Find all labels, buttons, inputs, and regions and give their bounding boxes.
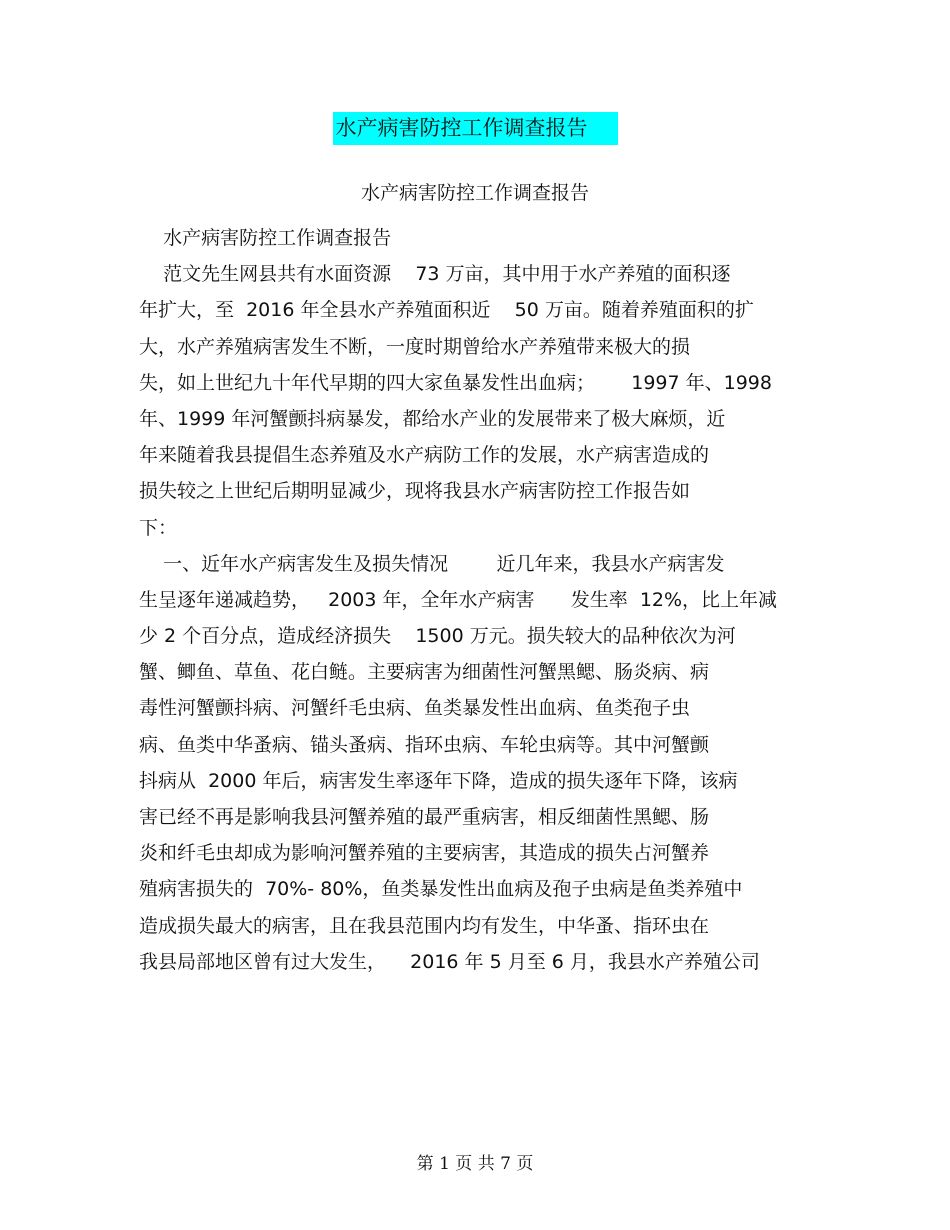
page-title-wrap [0, 112, 950, 145]
text-line: 下： [139, 516, 178, 539]
document-subtitle: 水产病害防控工作调查报告 [360, 182, 589, 204]
text-line: 毒性河蟹颤抖病、河蟹纤毛虫病、鱼类暴发性出血病、鱼类孢子虫 [139, 697, 691, 720]
text-line: 炎和纤毛虫却成为影响河蟹养殖的主要病害，其造成的损失占河蟹养 [139, 842, 710, 865]
body-text [139, 220, 819, 980]
text-line: 范文先生网县共有水面资源 73 万亩，其中用于水产养殖的面积逐 [139, 263, 731, 286]
text-line: 损失较之上世纪后期明显减少，现将我县水产病害防控工作报告如 [139, 480, 691, 503]
text-line: 年扩大，至 2016 年全县水产养殖面积近 50 万亩。随着养殖面积的扩 [139, 299, 754, 322]
text-line: 造成损失最大的病害，且在我县范围内均有发生，中华蚤、指环虫在 [139, 914, 710, 937]
text-line: 少 2 个百分点，造成经济损失 1500 万元。损失较大的品种依次为河 [139, 625, 736, 648]
page-title: 水产病害防控工作调查报告 [333, 112, 618, 145]
text-line: 年、1999 年河蟹颤抖病暴发，都给水产业的发展带来了极大麻烦，近 [139, 407, 726, 430]
text-line: 殖病害损失的 70%- 80%，鱼类暴发性出血病及孢子虫病是鱼类养殖中 [139, 878, 743, 901]
text-line: 害已经不再是影响我县河蟹养殖的最严重病害，相反细菌性黑鳃、肠 [139, 806, 710, 828]
text-line: 抖病从 2000 年后，病害发生率逐年下降，造成的损失逐年下降，该病 [139, 769, 738, 792]
text-line: 年来随着我县提倡生态养殖及水产病防工作的发展，水产病害造成的 [139, 444, 710, 467]
text-line: 一、近年水产病害发生及损失情况 近几年来，我县水产病害发 [139, 552, 725, 575]
text-line: 生呈逐年递减趋势， 2003 年，全年水产病害 发生率 12%，比上年减 [139, 588, 778, 611]
text-line: 我县局部地区曾有过大发生， 2016 年 5 月至 6 月，我县水产养殖公司 [139, 950, 760, 973]
text-line: 失，如上世纪九十年代早期的四大家鱼暴发性出血病； 1997 年、1998 [139, 371, 772, 394]
text-line: 蟹、鲫鱼、草鱼、花白鲢。主要病害为细菌性河蟹黑鳃、肠炎病、病 [139, 661, 710, 684]
page-number-footer: 第 1 页 共 7 页 [416, 1154, 534, 1174]
text-line: 病、鱼类中华蚤病、锚头蚤病、指环虫病、车轮虫病等。其中河蟹颤 [139, 733, 710, 756]
text-line: 大，水产养殖病害发生不断，一度时期曾给水产养殖带来极大的损 [139, 335, 691, 358]
text-line: 水产病害防控工作调查报告 [139, 227, 392, 249]
